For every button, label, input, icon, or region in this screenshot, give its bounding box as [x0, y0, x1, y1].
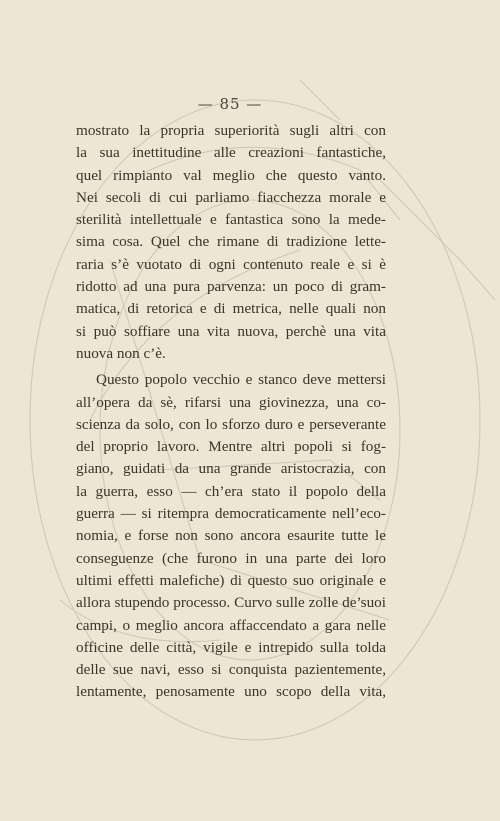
- text-line: del proprio lavoro. Mentre altri popoli si fog-: [76, 438, 386, 456]
- text-line: ridotto ad una pura parvenza: un poco di gram-: [76, 278, 386, 296]
- text-line: allora stupendo processo. Curvo sulle zolle de’suoi: [76, 594, 386, 612]
- text-line: Questo popolo vecchio e stanco deve mettersi: [96, 371, 386, 389]
- text-line: sterilità intellettuale e fantastica sono la mede-: [76, 211, 386, 229]
- text-line: la guerra, esso — ch’era stato il popolo della: [76, 482, 386, 500]
- text-line: ultimi effetti malefiche) di questo suo originale e: [76, 571, 386, 589]
- text-line: giano, guidati da una grande aristocrazia, con: [76, 460, 386, 478]
- text-line: si può soffiare una vita nuova, perchè una vita: [76, 322, 386, 340]
- text-line: raria s’è vuotato di ogni contenuto reale e si è: [76, 255, 386, 273]
- text-line: conseguenze (che furono in una parte dei loro: [76, 549, 386, 567]
- text-line: quel rimpianto val meglio che questo vanto.: [76, 166, 386, 184]
- paragraph-2: [76, 369, 386, 703]
- text-line: mostrato la propria superiorità sugli altri con: [76, 122, 386, 139]
- text-line: nomia, e forse non sono ancora esaurite tutte le: [76, 527, 386, 545]
- page-number: — 85 —: [197, 95, 263, 113]
- text-line: guerra — si ritempra democraticamente nell’eco-: [76, 505, 386, 523]
- text-line: sima cosa. Quel che rimane di tradizione lette-: [76, 233, 386, 251]
- text-line: delle sue navi, esso si conquista pazientemente,: [76, 661, 386, 679]
- text-line: nuova non c’è.: [76, 344, 166, 362]
- text-line: scienza da solo, con lo sforzo duro e perseverante: [76, 415, 386, 433]
- text-line: Nei secoli di cui parliamo fiacchezza morale e: [76, 188, 386, 206]
- text-line: matica, di retorica e di metrica, nelle quali non: [76, 300, 386, 318]
- text-line: la sua inettitudine alle creazioni fantastiche,: [76, 144, 386, 162]
- text-line: officine delle città, vigile e intrepido sulla tolda: [76, 638, 386, 656]
- text-line: campi, o meglio ancora affaccendato a gara nelle: [76, 616, 386, 634]
- text-line: all’opera da sè, rifarsi una giovinezza, una co-: [76, 393, 386, 411]
- paragraph-1: [76, 120, 386, 365]
- body-text: [76, 120, 386, 704]
- text-line: lentamente, penosamente uno scopo della vita,: [76, 683, 386, 701]
